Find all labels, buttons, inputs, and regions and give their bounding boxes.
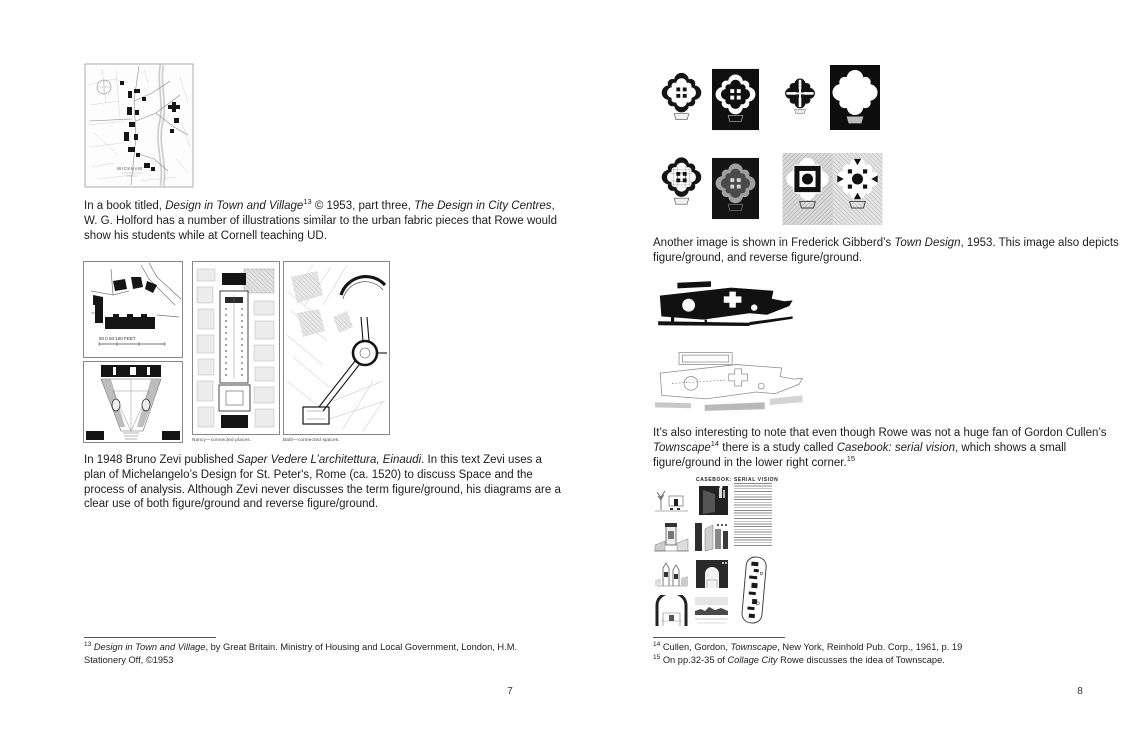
page-number-7: 7 bbox=[507, 686, 513, 697]
footnote-rule bbox=[653, 637, 785, 638]
text-run: . In this text Zevi uses a plan of Michelangelo’s Design for St. Peter's, Rome (ca. 1520) to discuss Space and the process of analysis. Although Zevi never discusses the term figure/ground, his diagrams are a clear use of both figure/ground and reverse figure/ground. bbox=[84, 454, 561, 511]
stpeters-plan-figure-image bbox=[660, 70, 703, 123]
stpeters-silhouette-reverse-image bbox=[830, 65, 880, 130]
book-title-town-design: Town Design bbox=[894, 237, 961, 249]
text-run: © 1953, part three, bbox=[311, 200, 415, 212]
book-title-saper-vedere: Saper Vedere L’architettura, Einaudi bbox=[236, 454, 422, 466]
casebook-body-text-block bbox=[734, 483, 772, 547]
zevi-diagram-grid bbox=[655, 60, 890, 230]
casebook-header: CASEBOOK: SERIAL VISION bbox=[696, 477, 779, 483]
footnote-block-right bbox=[653, 637, 1128, 666]
stpeters-hatched-pair-image bbox=[782, 153, 883, 225]
footnote-13 bbox=[84, 641, 554, 666]
sketch-dark-arch bbox=[693, 558, 730, 591]
paragraph-zevi bbox=[84, 453, 562, 512]
plaza-plan-image bbox=[83, 361, 183, 443]
sketch-dark-street-corner bbox=[693, 484, 730, 517]
text-run: Rowe discusses the idea of Townscape. bbox=[777, 654, 945, 665]
sketch-monument bbox=[653, 521, 690, 554]
sketch-tree-house bbox=[653, 484, 690, 517]
wickham-village-map-figure bbox=[84, 63, 194, 188]
book-title-italic: Design in Town and Village bbox=[93, 642, 206, 652]
text-run: In a book titled, bbox=[84, 200, 166, 212]
stpeters-detail-reverse-image bbox=[712, 152, 759, 225]
text-run: , W. G. Holford has a number of illustrations similar to the urban fabric pieces that Rowe would show his students while at Cornell teaching UD. bbox=[84, 200, 557, 242]
footnote-block-left bbox=[84, 637, 554, 666]
stpeters-solid-figure-image bbox=[782, 73, 818, 121]
paragraph-holford bbox=[84, 199, 558, 243]
paragraph-cullen bbox=[653, 426, 1131, 470]
scale-label: 50 0 50 100 FEET bbox=[99, 336, 136, 341]
bath-caption: Bath—connected spaces. bbox=[283, 437, 340, 442]
stpeters-plan-reverse-image bbox=[712, 67, 759, 132]
footnote-ref-14: 14 bbox=[710, 438, 720, 448]
text-run: Another image is shown in Frederick Gibberd’s bbox=[653, 237, 895, 249]
gibberd-outline-figure-image bbox=[655, 344, 805, 416]
paragraph-gibberd bbox=[653, 236, 1123, 266]
page-number-8: 8 bbox=[1077, 686, 1083, 697]
nancy-plan-image bbox=[192, 261, 280, 435]
nancy-caption: Nancy—connected places. bbox=[192, 437, 252, 442]
footnote-marker: 14 bbox=[653, 640, 661, 648]
gibberd-figure-ground-pair bbox=[655, 276, 835, 418]
casebook-figure-ground-plan bbox=[738, 555, 771, 627]
part-title-design-in-city-centres: The Design in City Centres bbox=[414, 200, 552, 212]
park-hatch bbox=[244, 269, 274, 293]
sketch-street-view bbox=[693, 521, 730, 554]
text-run: , 1953. This image also depicts figure/ground, and reverse figure/ground. bbox=[653, 237, 1119, 264]
text-run: It’s also interesting to note that even though Rowe was not a huge fan of Gordon Cullen’s bbox=[653, 427, 1107, 439]
text-run: there is a study called bbox=[719, 441, 837, 454]
map-title-label: WICKHAM bbox=[117, 166, 143, 171]
holford-illustrations-figure bbox=[83, 261, 390, 446]
sketch-gateway bbox=[653, 595, 690, 628]
footnote-marker: 13 bbox=[84, 640, 92, 648]
study-title-casebook-serial-vision: Casebook: serial vision bbox=[836, 441, 955, 454]
text-run: Cullen, Gordon, bbox=[660, 642, 731, 652]
footnote-15 bbox=[653, 654, 1128, 667]
sketch-church-towers bbox=[653, 558, 690, 591]
text-run: , by Great Britain. Ministry of Housing and Local Government, London, H.M. Stationery Off, ©1953 bbox=[84, 642, 518, 665]
wickham-village-map-image bbox=[84, 63, 194, 188]
footnote-rule bbox=[84, 637, 216, 638]
text-run: , New York, Reinhold Pub. Corp., 1961, p. 19 bbox=[777, 642, 963, 652]
book-title-italic: Townscape bbox=[730, 642, 778, 652]
text-run: , which shows a small figure/ground in the lower right corner. bbox=[653, 441, 1067, 469]
book-title-design-in-town-and-village: Design in Town and Village bbox=[165, 200, 304, 212]
footnote-14 bbox=[653, 641, 1128, 654]
book-title-townscape: Townscape bbox=[653, 441, 711, 454]
stpeters-detail-plan-image bbox=[660, 152, 703, 210]
footnote-ref-13: 13 bbox=[303, 197, 312, 207]
sketch-town-horizon bbox=[693, 595, 730, 628]
town-centre-plan-image bbox=[83, 261, 183, 358]
casebook-serial-vision-figure bbox=[652, 477, 814, 633]
footnote-marker: 15 bbox=[653, 653, 661, 661]
bath-plan-image bbox=[283, 261, 390, 435]
text-run: In 1948 Bruno Zevi published bbox=[84, 454, 237, 466]
book-title-collage-city: Collage City bbox=[727, 654, 778, 665]
gibberd-black-figure-image bbox=[655, 276, 795, 336]
footnote-ref-15: 15 bbox=[846, 453, 856, 463]
text-run: On pp.32-35 of bbox=[660, 654, 728, 665]
